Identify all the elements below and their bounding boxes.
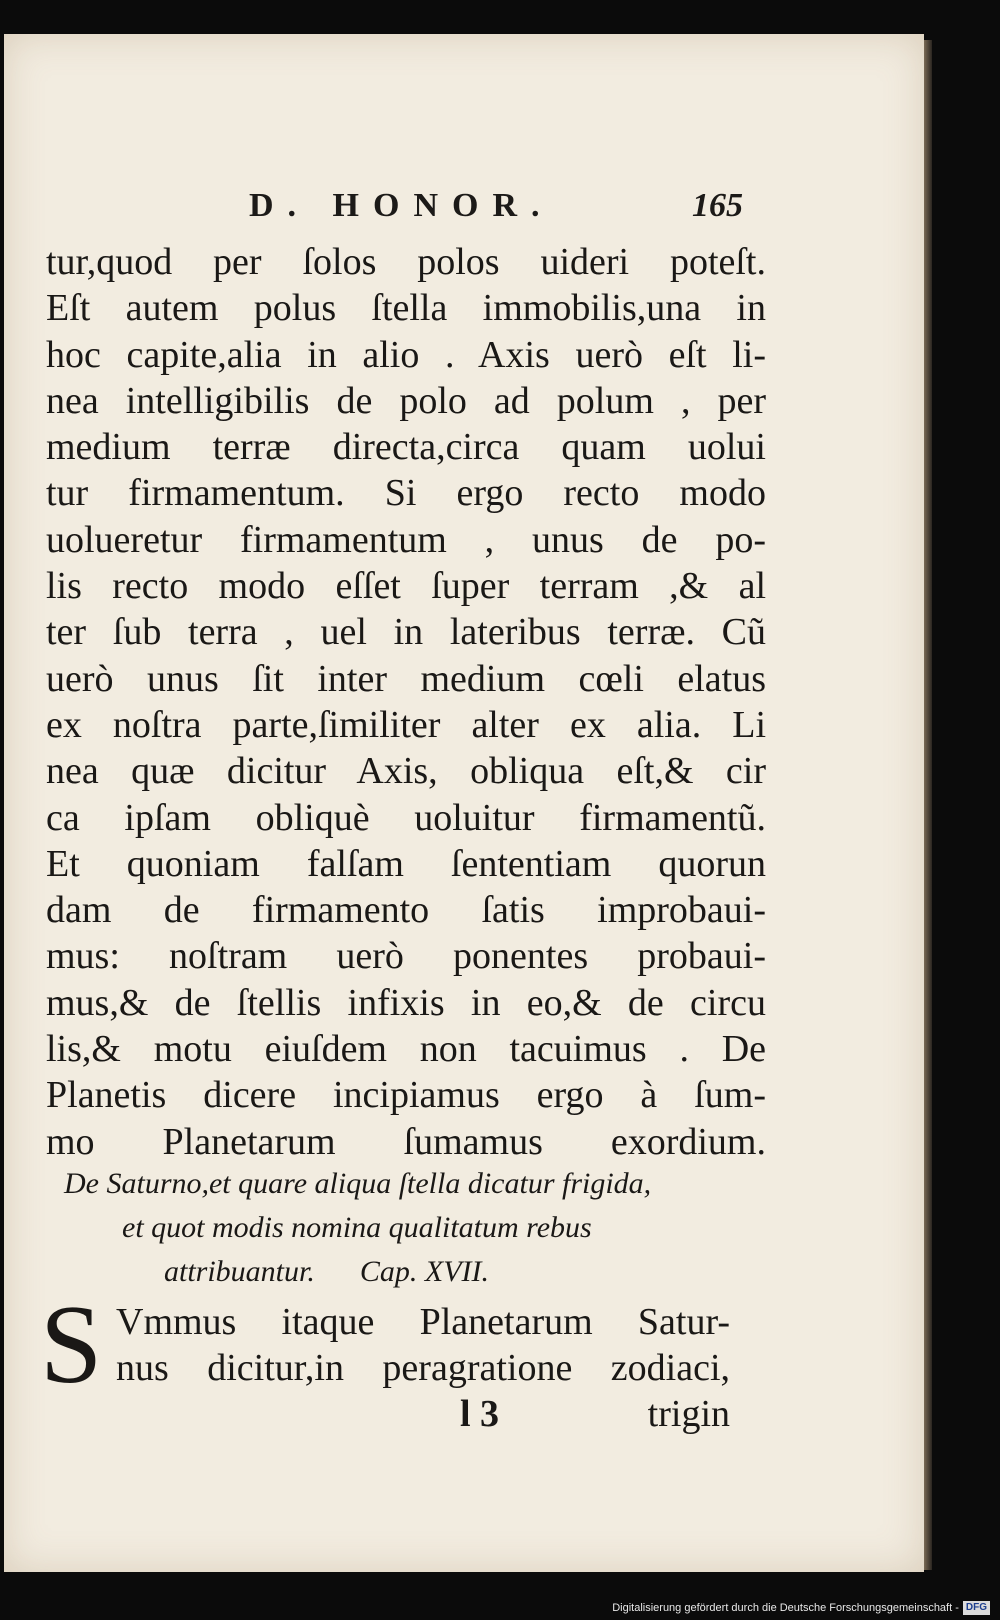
signature-mark: l 3 [460, 1393, 500, 1435]
text-line: Planetis dicere incipiamus ergo à ſum- [46, 1074, 766, 1117]
body-text [46, 239, 766, 1165]
text-line: ex noſtra parte,ſimiliter alter ex alia. Li [46, 703, 766, 746]
signature-line [460, 1392, 730, 1438]
text-line: uerò unus ſit inter medium cœli elatus [46, 657, 766, 700]
text-line: tur firmamentum. Si ergo recto modo [46, 472, 766, 515]
drop-cap: S [40, 1283, 103, 1407]
chapter-heading-line: attribuantur. Cap. XVII. [164, 1255, 490, 1288]
chapter-heading [64, 1162, 714, 1294]
running-head: D. HONOR. [249, 187, 554, 224]
text-line: tur,quod per ſolos polos uideri poteſt. [46, 241, 766, 283]
text-line: medium terræ directa,circa quam uolui [46, 426, 766, 469]
page-edge [924, 40, 932, 1570]
dfg-logo: DFG [963, 1601, 990, 1615]
text-line: lis,& motu eiuſdem non tacuimus . De [46, 1028, 766, 1071]
text-line: mus,& de ſtellis infixis in eo,& de circu [46, 981, 766, 1024]
chapter-heading-line: De Saturno,et quare aliqua ſtella dicatur frigida, [64, 1167, 652, 1200]
chapter-heading-line: et quot modis nomina qualitatum rebus [122, 1211, 592, 1244]
page-number: 165 [692, 187, 743, 224]
text-line: mus: noſtram uerò ponentes probaui- [46, 935, 766, 978]
text-line: dam de firmamento ſatis improbaui- [46, 889, 766, 932]
text-line: Et quoniam falſam ſententiam quorun [46, 842, 766, 885]
text-line: mo Planetarum ſumamus exordium. [46, 1120, 766, 1163]
text-line: hoc capite,alia in alio . Axis uerò eſt li- [46, 333, 766, 376]
page-header [4, 187, 924, 227]
book-page [4, 34, 924, 1572]
catchword: trigin [647, 1393, 730, 1435]
credit-text: Digitalisierung gefördert durch die Deutsche Forschungsgemeinschaft - [612, 1602, 959, 1614]
text-line: nea quæ dicitur Axis, obliqua eſt,& cir [46, 750, 766, 793]
text-line: uolueretur firmamentum , unus de po- [46, 518, 766, 561]
text-line: Vmmus itaque Planetarum Satur- [116, 1301, 730, 1343]
text-line: ca ipſam obliquè uoluitur firmamentũ. [46, 796, 766, 839]
text-line: nea intelligibilis de polo ad polum , per [46, 379, 766, 422]
chapter-opening [40, 1283, 730, 1407]
text-line: Eſt autem polus ſtella immobilis,una in [46, 287, 766, 330]
digitization-credit [612, 1600, 990, 1616]
text-line: ter ſub terra , uel in lateribus terræ. Cũ [46, 611, 766, 654]
text-line: nus dicitur,in peragratione zodiaci, [116, 1347, 730, 1389]
text-line: lis recto modo eſſet ſuper terram ,& al [46, 565, 766, 608]
